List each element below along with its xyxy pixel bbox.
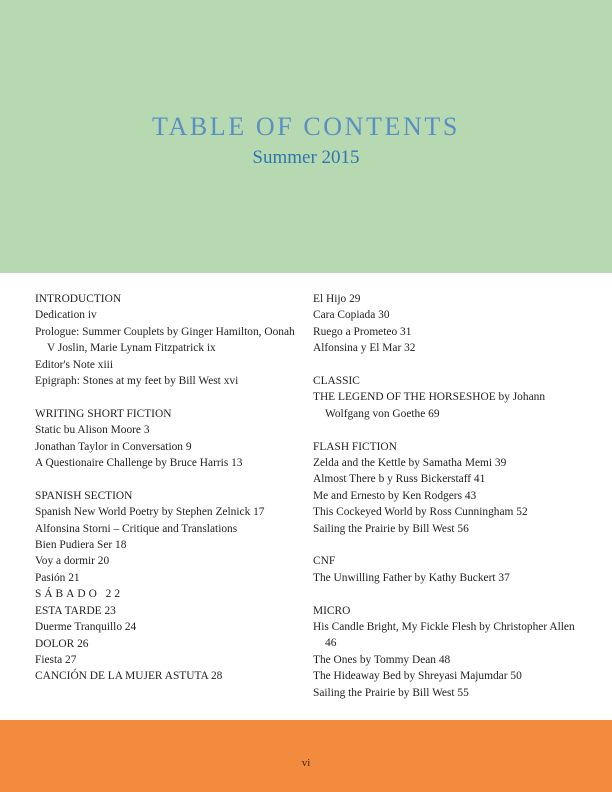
- toc-entry: Dedication iv: [35, 309, 97, 322]
- section-heading: CNF: [313, 555, 336, 568]
- toc-section-micro: [313, 603, 575, 701]
- toc-section-classic: [313, 373, 575, 422]
- toc-section-cnf: [313, 553, 575, 586]
- toc-entry: Sailing the Prairie by Bill West 56: [313, 522, 469, 535]
- toc-entry: Static bu Alison Moore 3: [35, 424, 150, 437]
- toc-entry: ESTA TARDE 23: [35, 604, 116, 617]
- toc-entry: Pasión 21: [35, 571, 80, 584]
- toc-section-spanish-continued: [313, 291, 575, 357]
- toc-entry: Alfonsina y El Mar 32: [313, 342, 416, 355]
- toc-section-introduction: [35, 291, 297, 389]
- toc-entry: Voy a dormir 20: [35, 555, 110, 568]
- toc-section-flash-fiction: [313, 439, 575, 537]
- section-heading: MICRO: [313, 604, 351, 617]
- toc-entry: THE LEGEND OF THE HORSESHOE by Johann Wolfgang von Goethe 69: [313, 391, 546, 420]
- toc-entry: Fiesta 27: [35, 653, 77, 666]
- toc-entry: This Cockeyed World by Ross Cunningham 52: [313, 506, 528, 519]
- toc-entry: Almost There b y Russ Bickerstaff 41: [313, 473, 486, 486]
- toc-entry: DOLOR 26: [35, 637, 89, 650]
- toc-left-column: [35, 291, 297, 701]
- toc-entry: Duerme Tranquillo 24: [35, 621, 137, 634]
- toc-entry: Editor's Note xiii: [35, 358, 113, 371]
- toc-entry: The Ones by Tommy Dean 48: [313, 653, 451, 666]
- section-heading: WRITING SHORT FICTION: [35, 407, 172, 420]
- toc-entry: El Hijo 29: [313, 293, 361, 305]
- section-heading: FLASH FICTION: [313, 440, 397, 453]
- toc-entry: Alfonsina Storni – Critique and Translations: [35, 522, 238, 535]
- toc-entry: Jonathan Taylor in Conversation 9: [35, 440, 192, 453]
- toc-entry: Bien Pudiera Ser 18: [35, 539, 127, 552]
- toc-entry: SÁBADO 22: [35, 588, 124, 601]
- toc-entry: CANCIÓN DE LA MUJER ASTUTA 28: [35, 670, 223, 683]
- toc-entry: A Questionaire Challenge by Bruce Harris 13: [35, 457, 243, 470]
- page-number: vi: [301, 757, 311, 769]
- toc-entry: Epigraph: Stones at my feet by Bill West xvi: [35, 375, 239, 388]
- toc-entry: Zelda and the Kettle by Samatha Memi 39: [313, 457, 507, 470]
- toc-entry: Ruego a Prometeo 31: [313, 325, 412, 338]
- toc-entry: His Candle Bright, My Fickle Flesh by Christopher Allen 46: [313, 621, 575, 650]
- toc-entry: Spanish New World Poetry by Stephen Zelnick 17: [35, 506, 265, 519]
- footer-band: [0, 720, 612, 792]
- toc-entry: Me and Ernesto by Ken Rodgers 43: [313, 489, 477, 502]
- header-band: [0, 0, 612, 273]
- issue-subtitle: Summer 2015: [252, 147, 360, 168]
- toc-entry: The Unwilling Father by Kathy Buckert 37: [313, 571, 510, 584]
- section-heading: SPANISH SECTION: [35, 489, 133, 502]
- toc-right-column: [313, 291, 575, 717]
- toc-entry: Cara Copiada 30: [313, 309, 390, 322]
- toc-section-writing-short-fiction: [35, 406, 297, 472]
- toc-entry: Prologue: Summer Couplets by Ginger Hamilton, Oonah V Joslin, Marie Lynam Fitzpatrick ix: [35, 325, 295, 355]
- section-heading: INTRODUCTION: [35, 293, 122, 305]
- toc-entry: Sailing the Prairie by Bill West 55: [313, 686, 469, 699]
- page-title: TABLE OF CONTENTS: [152, 112, 460, 141]
- toc-section-spanish: [35, 488, 297, 685]
- section-heading: CLASSIC: [313, 375, 360, 388]
- toc-entry: The Hideaway Bed by Shreyasi Majumdar 50: [313, 670, 522, 683]
